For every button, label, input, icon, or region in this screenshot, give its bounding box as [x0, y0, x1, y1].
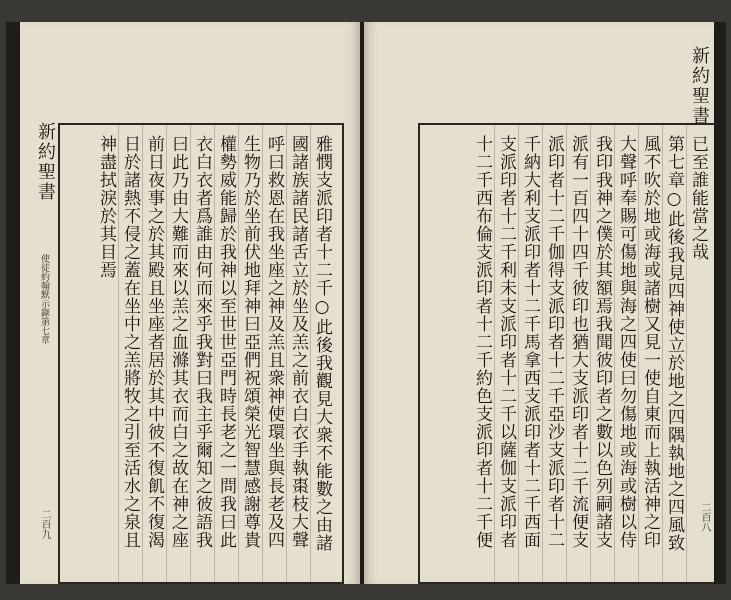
right-margin-title: 新約聖書 — [689, 46, 710, 126]
left-page-number: 二百九 — [39, 509, 50, 539]
left-columns — [60, 125, 334, 582]
text-column: 支派印者十二千利未支派印者十二千以薩伽支派印者 — [494, 125, 518, 582]
text-column: 呼曰救恩在我坐座之神及羔且衆神使環坐與長老及四 — [262, 125, 286, 582]
left-margin-title: 新約聖書 — [35, 122, 56, 202]
text-column: 十二千西布倫支派印者十二千約色支派印者十二千便 — [472, 135, 492, 549]
text-column: 第七章○此後我見四神使立於地之四隅執地之四風致 — [662, 125, 686, 582]
text-column: 我印我神之僕於其額焉我聞彼印者之數以色列嗣諸支 — [590, 125, 614, 582]
text-column: 國諸族諸民諸舌立於坐及羔之前衣白衣手執棗枝大聲 — [286, 125, 310, 582]
right-columns — [426, 125, 710, 582]
text-column: 前日夜事之於其殿且坐座者居於其中彼不復飢不復渴 — [142, 125, 166, 582]
left-margin-subtitle: 使徒約翰默示錄第七章 — [39, 254, 49, 344]
text-column: 衣白衣者爲誰由何而來乎我對曰我主乎爾知之彼語我 — [190, 125, 214, 582]
text-column: 神盡拭淚於其目焉 — [96, 135, 116, 279]
text-column: 派有一百四十四千彼印也猶大支派印者十二千流便支 — [566, 125, 590, 582]
text-column: 千納大利支派印者十二千馬拿西支派印者十二千西面 — [518, 125, 542, 582]
text-column: 權勢威能歸於我神以至世世亞門時長老之一問我曰此 — [214, 125, 238, 582]
right-page-number: 二百八 — [699, 502, 710, 532]
text-column: 曰此乃由大難而來以羔之血滌其衣而白之故在神之座 — [166, 125, 190, 582]
book-spread — [6, 22, 726, 584]
left-page — [20, 22, 360, 584]
text-column: 日於諸熱不侵之蓋在坐中之羔將牧之引至活水之泉且 — [118, 125, 142, 582]
text-column: 雅憫支派印者十二千○此後我觀見大衆不能數之由諸 — [310, 125, 334, 582]
right-page — [364, 22, 714, 584]
text-column: 生物乃於坐前伏地拜神曰亞們祝頌榮光智慧感謝尊貴 — [238, 125, 262, 582]
text-column: 派印者十二千伽得支派印者十二千亞沙支派印者十二 — [542, 125, 566, 582]
text-column: 已至誰能當之哉 — [686, 125, 710, 582]
text-column: 大聲呼奉賜可傷地與海之四使曰勿傷地或海或樹以侍 — [614, 125, 638, 582]
right-text-frame — [418, 123, 714, 584]
text-column: 風不吹於地或海或諸樹又見一使自東而上執活神之印 — [638, 125, 662, 582]
left-text-frame — [58, 123, 344, 584]
